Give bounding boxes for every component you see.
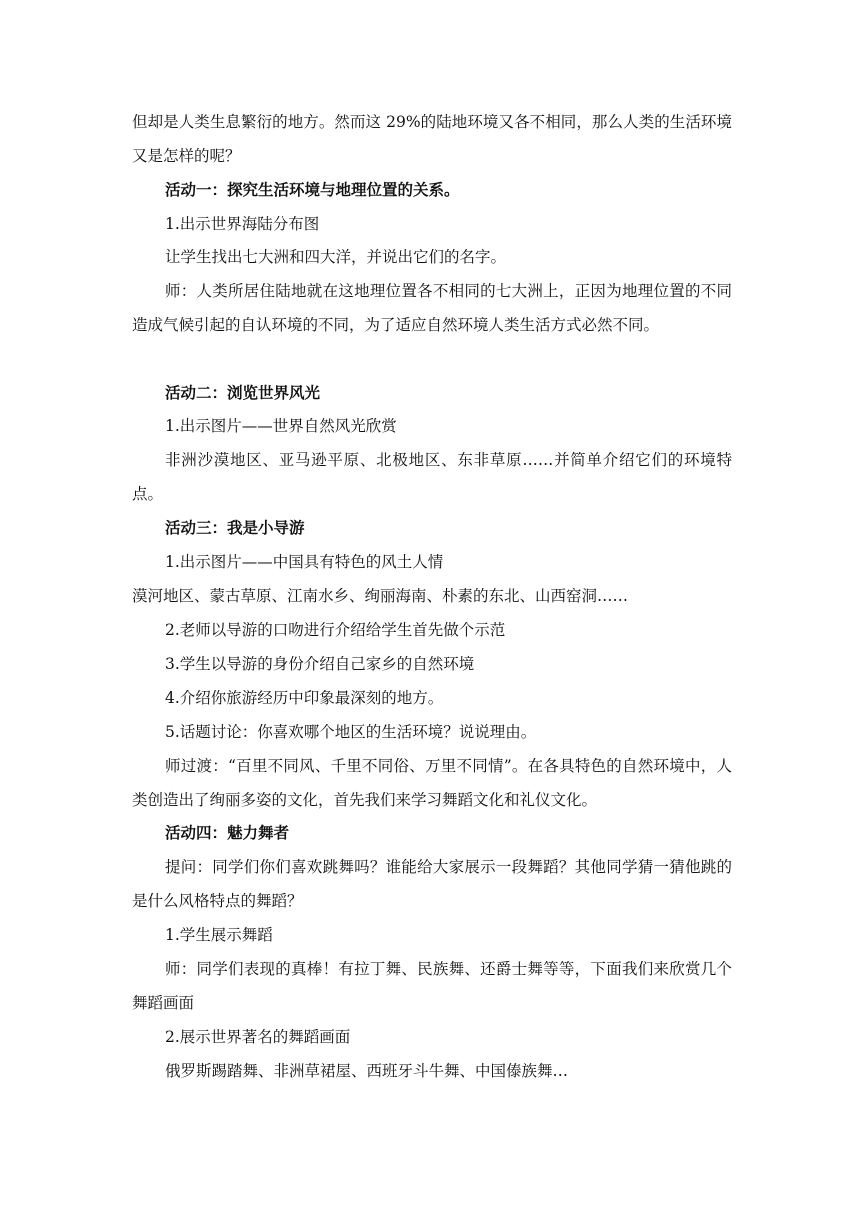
paragraph: 师：人类所居住陆地就在这地理位置各不相同的七大洲上，正因为地理位置的不同造成气候引起的自认环境的不同，为了适应自然环境人类生活方式必然不同。 bbox=[132, 282, 732, 334]
paragraph: 1.学生展示舞蹈 bbox=[165, 926, 273, 944]
paragraph: 师过渡：“百里不同风、千里不同俗、万里不同情”。在各具特色的自然环境中，人类创造出了绚丽多姿的文化，首先我们来学习舞蹈文化和礼仪文化。 bbox=[132, 757, 732, 809]
paragraph: 1.出示图片——中国具有特色的风土人情 bbox=[165, 553, 444, 571]
paragraph: 提问：同学们你们喜欢跳舞吗？谁能给大家展示一段舞蹈？其他同学猜一猜他跳的是什么风格特点的舞蹈？ bbox=[132, 858, 732, 910]
paragraph: 5.话题讨论：你喜欢哪个地区的生活环境？说说理由。 bbox=[165, 723, 537, 741]
activity-2-heading: 活动二：浏览世界风光 bbox=[165, 383, 321, 402]
paragraph: 非洲沙漠地区、亚马逊平原、北极地区、东非草原……并简单介绍它们的环境特点。 bbox=[132, 451, 732, 503]
activity-3-heading: 活动三：我是小导游 bbox=[165, 518, 305, 537]
activity-4-heading: 活动四：魅力舞者 bbox=[165, 823, 290, 842]
paragraph: 俄罗斯踢踏舞、非洲草裙屋、西班牙斗牛舞、中国傣族舞… bbox=[165, 1062, 569, 1080]
activity-1-heading: 活动一：探究生活环境与地理位置的关系。 bbox=[165, 180, 460, 199]
paragraph: 3.学生以导游的身份介绍自己家乡的自然环境 bbox=[165, 655, 475, 673]
paragraph-continuation: 但却是人类生息繁衍的地方。然而这 29%的陆地环境又各不相同，那么人类的生活环境又是怎样的呢？ bbox=[132, 113, 732, 165]
paragraph: 2.老师以导游的口吻进行介绍给学生首先做个示范 bbox=[165, 621, 506, 639]
paragraph: 4.介绍你旅游经历中印象最深刻的地方。 bbox=[165, 689, 444, 707]
paragraph: 漠河地区、蒙古草原、江南水乡、绚丽海南、朴素的东北、山西窑洞…… bbox=[132, 587, 629, 605]
paragraph: 1.出示图片——世界自然风光欣赏 bbox=[165, 417, 397, 435]
paragraph: 师：同学们表现的真棒！有拉丁舞、民族舞、还爵士舞等等，下面我们来欣赏几个舞蹈画面 bbox=[132, 960, 732, 1012]
paragraph: 1.出示世界海陆分布图 bbox=[165, 215, 320, 233]
paragraph: 2.展示世界著名的舞蹈画面 bbox=[165, 1028, 351, 1046]
paragraph: 让学生找出七大洲和四大洋，并说出它们的名字。 bbox=[165, 248, 507, 266]
